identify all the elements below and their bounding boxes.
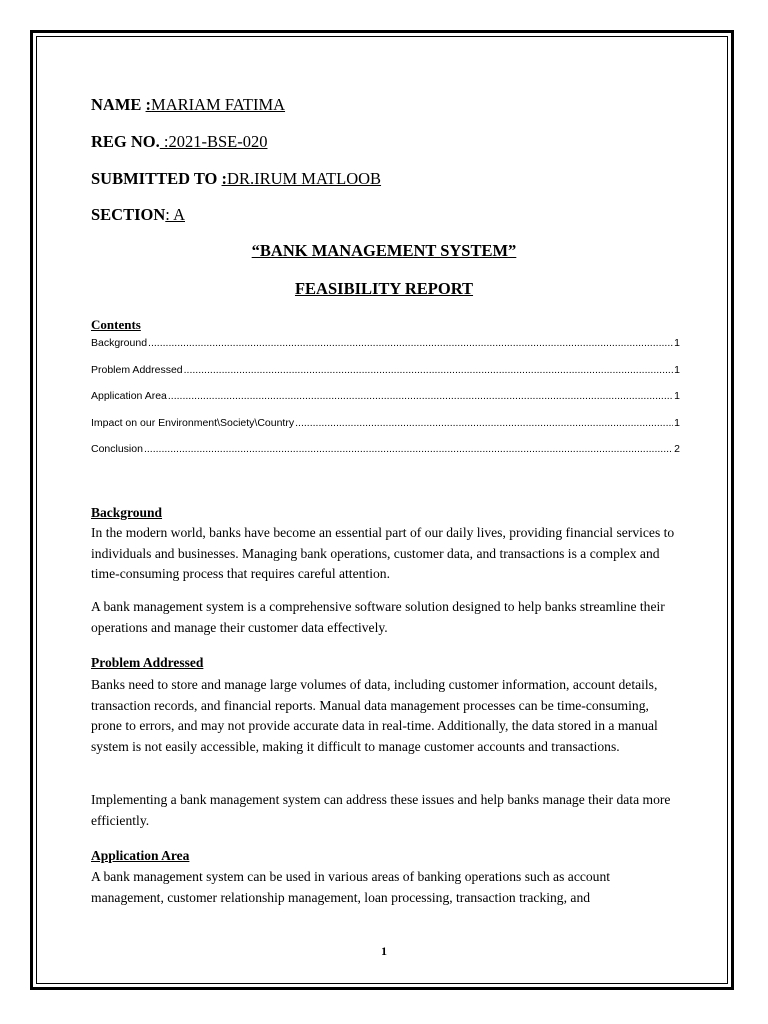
toc-entry-title: Conclusion bbox=[91, 443, 143, 455]
toc-leader bbox=[168, 390, 673, 402]
reg-line bbox=[91, 132, 267, 152]
problem-paragraph-2: Implementing a bank management system can address these issues and help banks manage their data more efficiently. bbox=[91, 792, 671, 828]
name-colon: : bbox=[145, 95, 152, 114]
toc-entry-page: 1 bbox=[674, 337, 680, 349]
toc-entry[interactable] bbox=[91, 337, 680, 364]
document-title: “BANK MANAGEMENT SYSTEM” bbox=[251, 241, 517, 260]
name-value: MARIAM FATIMA bbox=[151, 95, 286, 114]
section-line bbox=[91, 205, 185, 225]
toc-leader bbox=[148, 337, 673, 349]
application-paragraph-1: A bank management system can be used in various areas of banking operations such as account management, customer relationship management, loan processing, transaction tracking, and bbox=[91, 869, 611, 905]
name-label: NAME bbox=[91, 95, 146, 114]
problem-heading: Problem Addressed bbox=[91, 655, 204, 670]
toc-entry-title: Background bbox=[91, 337, 148, 349]
toc-entry-page: 2 bbox=[674, 443, 680, 455]
toc-leader bbox=[144, 443, 673, 455]
toc-heading: Contents bbox=[91, 317, 141, 332]
toc-entry-title: Application Area bbox=[91, 390, 167, 402]
toc-entry[interactable] bbox=[91, 390, 680, 417]
reg-label: REG NO. bbox=[91, 132, 160, 151]
toc-entry[interactable] bbox=[91, 364, 680, 391]
submitted-colon: : bbox=[221, 169, 228, 188]
toc-entry-title: Problem Addressed bbox=[91, 363, 183, 376]
problem-paragraph-1: Banks need to store and manage large volumes of data, including customer information, account details, transaction records, and financial reports. Manual data management processes can be time-consuming, prone to errors, and may not provide accurate data in real-time. Additionally, the data stored in a manual system is not easily accessible, making it difficult to manage customer accounts and transactions. bbox=[91, 677, 658, 755]
toc-entry-page: 1 bbox=[674, 416, 680, 429]
toc-leader bbox=[295, 417, 673, 429]
document-subtitle: FEASIBILITY REPORT bbox=[294, 279, 474, 298]
submitted-label: SUBMITTED TO bbox=[91, 169, 222, 188]
toc-leader bbox=[184, 364, 674, 376]
page-number: 1 bbox=[381, 944, 387, 958]
background-paragraph-1: In the modern world, banks have become an essential part of our daily lives, providing financial services to individuals and businesses. Managing bank operations, customer data, and transactions is a complex and time-consuming process that requires careful attention. bbox=[91, 525, 675, 582]
toc-entry-title: Impact on our Environment\Society\Country bbox=[91, 416, 295, 429]
submitted-value: DR.IRUM MATLOOB bbox=[227, 169, 382, 188]
toc-entry[interactable] bbox=[91, 443, 680, 470]
toc-entry-page: 1 bbox=[674, 363, 680, 376]
name-line bbox=[91, 95, 285, 115]
toc-entry[interactable] bbox=[91, 417, 680, 444]
reg-value: :2021-BSE-020 bbox=[159, 132, 268, 151]
toc-entry-page: 1 bbox=[674, 390, 680, 402]
application-heading: Application Area bbox=[91, 848, 190, 863]
submitted-line bbox=[91, 169, 381, 189]
section-label: SECTION bbox=[91, 205, 166, 224]
background-paragraph-2: A bank management system is a comprehensive software solution designed to help banks streamline their operations and manage their customer data effectively. bbox=[91, 599, 665, 635]
background-heading: Background bbox=[91, 505, 163, 520]
section-value: : A bbox=[165, 205, 185, 224]
table-of-contents bbox=[91, 337, 680, 470]
